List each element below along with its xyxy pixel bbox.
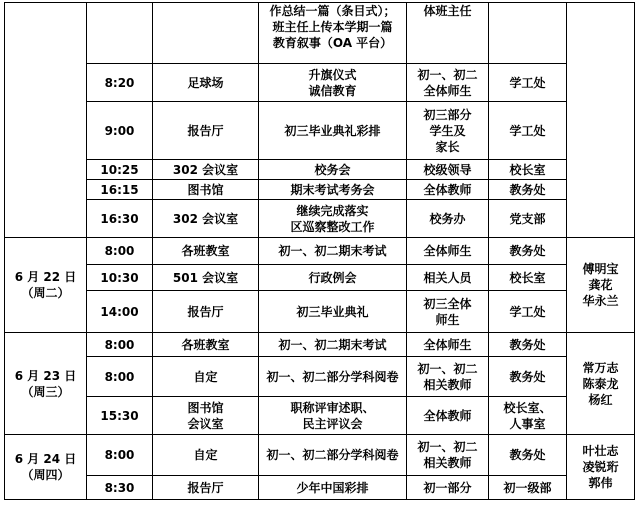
time-cell: 14:00 <box>87 291 153 333</box>
content-cell: 行政例会 <box>259 265 407 291</box>
date-cell: 6 月 23 日 （周三） <box>5 333 87 435</box>
dept-cell: 教务处 <box>489 435 567 476</box>
table-row <box>5 180 635 200</box>
table-row <box>5 200 635 238</box>
dept-cell: 教务处 <box>489 333 567 357</box>
time-cell: 16:15 <box>87 180 153 200</box>
people-cell: 初三全体 师生 <box>407 291 489 333</box>
table-row <box>5 238 635 265</box>
dept-cell: 教务处 <box>489 357 567 397</box>
duty-cell: 常万志 陈泰龙 杨红 <box>567 333 635 435</box>
table-row <box>5 476 635 500</box>
table-row <box>5 333 635 357</box>
duty-cell: 傅明宝 龚花 华永兰 <box>567 238 635 333</box>
time-cell: 8:00 <box>87 357 153 397</box>
content-cell: 初一、初二期末考试 <box>259 238 407 265</box>
table-row <box>5 3 635 64</box>
place-cell: 报告厅 <box>153 102 259 160</box>
place-cell: 报告厅 <box>153 291 259 333</box>
people-cell: 全体师生 <box>407 238 489 265</box>
dept-cell: 校长室 <box>489 160 567 180</box>
place-cell: 自定 <box>153 357 259 397</box>
place-cell: 报告厅 <box>153 476 259 500</box>
table-row <box>5 397 635 435</box>
dept-cell: 校长室 <box>489 265 567 291</box>
dept-cell: 学工处 <box>489 291 567 333</box>
content-cell: 初一、初二部分学科阅卷 <box>259 357 407 397</box>
content-cell: 初三毕业典礼 <box>259 291 407 333</box>
content-cell: 作总结一篇（条目式）； 班主任上传本学期一篇 教育叙事（OA 平台） <box>259 3 407 64</box>
people-cell: 全体师生 <box>407 333 489 357</box>
place-cell: 302 会议室 <box>153 160 259 180</box>
place-cell: 501 会议室 <box>153 265 259 291</box>
table-row <box>5 102 635 160</box>
dept-cell <box>489 3 567 64</box>
people-cell: 全体教师 <box>407 397 489 435</box>
table-row <box>5 160 635 180</box>
people-cell: 全体教师 <box>407 180 489 200</box>
people-cell: 校级领导 <box>407 160 489 180</box>
table-row <box>5 64 635 102</box>
content-cell: 初一、初二期末考试 <box>259 333 407 357</box>
time-cell: 8:00 <box>87 238 153 265</box>
time-cell: 8:20 <box>87 64 153 102</box>
dept-cell: 教务处 <box>489 238 567 265</box>
dept-cell: 校长室、 人事室 <box>489 397 567 435</box>
people-cell: 初一、初二 相关教师 <box>407 357 489 397</box>
place-cell: 图书馆 <box>153 180 259 200</box>
people-cell: 体班主任 <box>407 3 489 64</box>
date-cell: 6 月 22 日 （周二） <box>5 238 87 333</box>
content-cell: 期末考试考务会 <box>259 180 407 200</box>
place-cell: 自定 <box>153 435 259 476</box>
people-cell: 初一、初二 全体师生 <box>407 64 489 102</box>
time-cell <box>87 3 153 64</box>
content-cell: 初三毕业典礼彩排 <box>259 102 407 160</box>
people-cell: 相关人员 <box>407 265 489 291</box>
table-row <box>5 357 635 397</box>
table-row <box>5 435 635 476</box>
content-cell: 少年中国彩排 <box>259 476 407 500</box>
people-cell: 初三部分 学生及 家长 <box>407 102 489 160</box>
place-cell: 各班教室 <box>153 238 259 265</box>
dept-cell: 党支部 <box>489 200 567 238</box>
people-cell: 初一、初二 相关教师 <box>407 435 489 476</box>
place-cell: 图书馆 会议室 <box>153 397 259 435</box>
table-row <box>5 291 635 333</box>
time-cell: 9:00 <box>87 102 153 160</box>
time-cell: 10:25 <box>87 160 153 180</box>
schedule-table <box>4 2 635 500</box>
content-cell: 初一、初二部分学科阅卷 <box>259 435 407 476</box>
people-cell: 初一部分 <box>407 476 489 500</box>
place-cell <box>153 3 259 64</box>
content-cell: 职称评审述职、 民主评议会 <box>259 397 407 435</box>
table-row <box>5 265 635 291</box>
dept-cell: 初一级部 <box>489 476 567 500</box>
duty-cell: 叶壮志 凌锐珩 郭伟 <box>567 435 635 500</box>
place-cell: 各班教室 <box>153 333 259 357</box>
dept-cell: 教务处 <box>489 180 567 200</box>
date-cell: 6 月 24 日 （周四） <box>5 435 87 500</box>
time-cell: 16:30 <box>87 200 153 238</box>
content-cell: 升旗仪式 诚信教育 <box>259 64 407 102</box>
content-cell: 继续完成落实 区巡察整改工作 <box>259 200 407 238</box>
place-cell: 302 会议室 <box>153 200 259 238</box>
content-cell: 校务会 <box>259 160 407 180</box>
date-cell <box>5 3 87 238</box>
place-cell: 足球场 <box>153 64 259 102</box>
time-cell: 10:30 <box>87 265 153 291</box>
time-cell: 8:30 <box>87 476 153 500</box>
dept-cell: 学工处 <box>489 64 567 102</box>
time-cell: 8:00 <box>87 333 153 357</box>
duty-cell <box>567 3 635 238</box>
people-cell: 校务办 <box>407 200 489 238</box>
time-cell: 15:30 <box>87 397 153 435</box>
time-cell: 8:00 <box>87 435 153 476</box>
dept-cell: 学工处 <box>489 102 567 160</box>
